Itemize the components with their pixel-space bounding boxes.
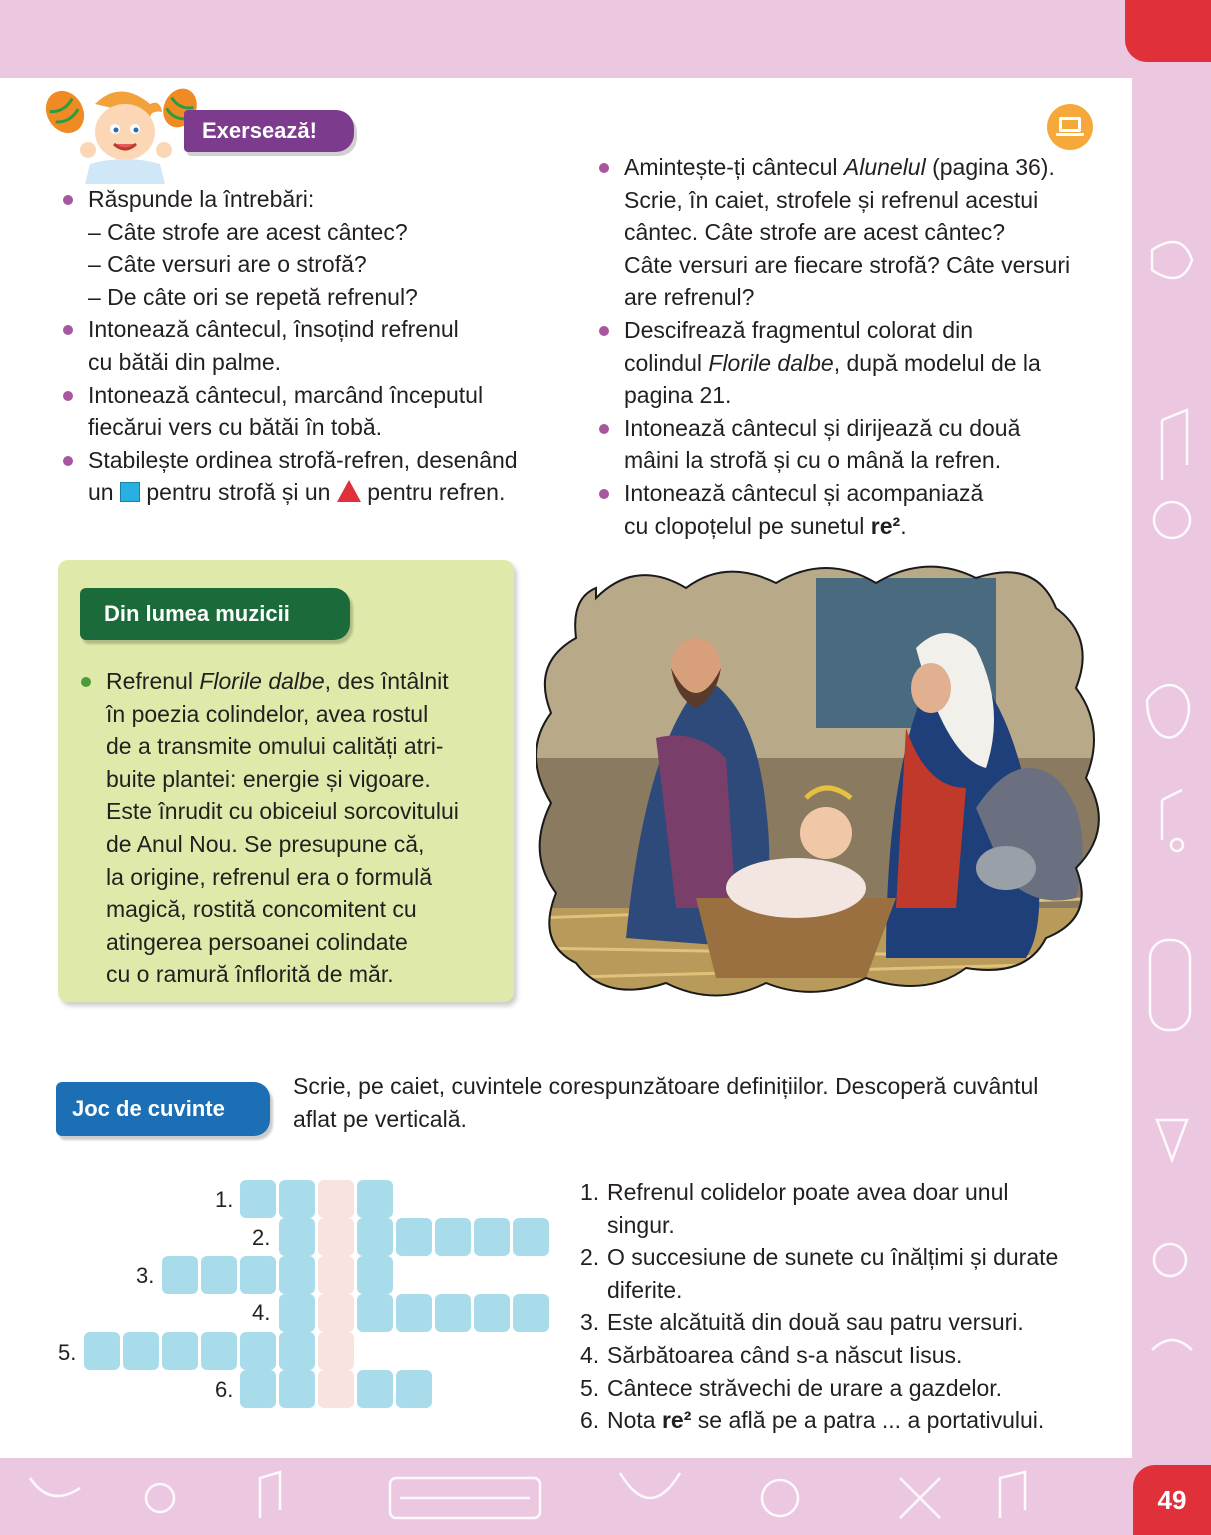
red-triangle-icon — [337, 480, 361, 502]
crossword-cell[interactable] — [279, 1256, 315, 1294]
list-item: Amintește-ți cântecul Alunelul (pagina 36). Scrie, în caiet, strofele și refrenul acestui cântec. Câte strofe are acest cântec? Câte versuri are fiecare strofă? Câte versuri are refrenul? — [596, 151, 1116, 314]
crossword-key-cell[interactable] — [318, 1370, 354, 1408]
crossword-definitions — [580, 1176, 1120, 1437]
joc-de-cuvinte-badge: Joc de cuvinte — [56, 1082, 270, 1136]
list-item: Răspunde la întrebări: – Câte strofe are acest cântec? – Câte versuri are o strofă? – De câte ori se repetă refrenul? — [60, 183, 580, 313]
crossword-cell[interactable] — [474, 1294, 510, 1332]
row-number: 4. — [252, 1300, 271, 1325]
crossword-key-cell[interactable] — [318, 1332, 354, 1370]
right-border — [1132, 0, 1211, 1535]
computer-icon — [1047, 104, 1093, 150]
list-item: 3. Este alcătuită din două sau patru versuri. — [580, 1309, 1024, 1336]
left-exercise-list — [60, 183, 580, 509]
crossword-cell[interactable] — [279, 1218, 315, 1256]
list-item: Refrenul Florile dalbe, des întâlnit în poezia colindelor, avea rostul de a transmite omului calități atri- buite plantei: energie și vigoare. Este înrudit cu obiceiul sorcovitului de Anul Nou. Se presupune că, la origine, refrenul era o formulă magică, rostită concomitent cu atingerea persoanei colindate cu o ramură înflorită de măr. — [78, 665, 508, 991]
crossword-key-cell[interactable] — [318, 1218, 354, 1256]
crossword-cell[interactable] — [240, 1370, 276, 1408]
exerseaza-badge: Exersează! — [184, 110, 354, 152]
crossword-cell[interactable] — [240, 1332, 276, 1370]
crossword-cell[interactable] — [513, 1294, 549, 1332]
crossword-cell[interactable] — [474, 1218, 510, 1256]
crossword-cell[interactable] — [123, 1332, 159, 1370]
list-item: Intonează cântecul și acompaniază cu clopoțelul pe sunetul re². — [596, 477, 1116, 542]
row-number: 6. — [215, 1377, 234, 1402]
row-number: 3. — [136, 1263, 155, 1288]
top-border — [0, 0, 1211, 78]
crossword-cell[interactable] — [396, 1218, 432, 1256]
bottom-border — [0, 1458, 1211, 1535]
list-item: Intonează cântecul, marcând începutul fiecărui vers cu bătăi în tobă. — [60, 379, 580, 444]
crossword-cell[interactable] — [396, 1294, 432, 1332]
instrument-doodles-icon — [0, 1458, 1211, 1535]
crossword-cell[interactable] — [162, 1332, 198, 1370]
page-number: 49 — [1133, 1465, 1211, 1535]
list-item: 2. O succesiune de sunete cu înălțimi și durate diferite. — [580, 1244, 1059, 1303]
row-number: 5. — [58, 1340, 77, 1365]
crossword-instructions: Scrie, pe caiet, cuvintele corespunzătoare definițiilor. Descoperă cuvântul aflat pe verticală. — [293, 1073, 1039, 1132]
crossword-cell[interactable] — [279, 1180, 315, 1218]
crossword-cell[interactable] — [201, 1332, 237, 1370]
crossword-cell[interactable] — [357, 1256, 393, 1294]
nativity-scene-image — [536, 558, 1110, 1034]
row-number: 2. — [252, 1225, 271, 1250]
right-exercise-list — [596, 151, 1116, 542]
crossword-cell[interactable] — [279, 1370, 315, 1408]
crossword-cell[interactable] — [357, 1180, 393, 1218]
blue-square-icon — [120, 482, 140, 502]
crossword-cell[interactable] — [240, 1180, 276, 1218]
crossword-cell[interactable] — [240, 1256, 276, 1294]
list-item: 4. Sărbătoarea când s-a născut Iisus. — [580, 1341, 963, 1368]
info-text — [78, 665, 508, 991]
list-item: Intonează cântecul și dirijează cu două mâini la strofă și cu o mână la refren. — [596, 412, 1116, 477]
list-item: 6. Nota re² se află pe a patra ... a portativului. — [580, 1407, 1045, 1434]
crossword-cell[interactable] — [84, 1332, 120, 1370]
crossword-key-cell[interactable] — [318, 1256, 354, 1294]
crossword-cell[interactable] — [513, 1218, 549, 1256]
crossword-key-cell[interactable] — [318, 1294, 354, 1332]
crossword-cell[interactable] — [435, 1294, 471, 1332]
list-item: Intonează cântecul, însoțind refrenul cu bătăi din palme. — [60, 313, 580, 378]
crossword-cell[interactable] — [396, 1370, 432, 1408]
crossword-cell[interactable] — [279, 1294, 315, 1332]
crossword-key-cell[interactable] — [318, 1180, 354, 1218]
crossword-cell[interactable] — [435, 1218, 471, 1256]
list-item: Descifrează fragmentul colorat din colindul Florile dalbe, după modelul de la pagina 21. — [596, 314, 1116, 412]
crossword-cell[interactable] — [357, 1370, 393, 1408]
list-item: 5. Cântece străvechi de urare a gazdelor. — [580, 1374, 1003, 1401]
crossword-cell[interactable] — [279, 1332, 315, 1370]
crossword-cell[interactable] — [357, 1218, 393, 1256]
crossword-cell[interactable] — [162, 1256, 198, 1294]
din-lumea-badge: Din lumea muzicii — [80, 588, 350, 640]
boy-with-maracas-icon — [40, 84, 200, 184]
row-number: 1. — [215, 1187, 234, 1212]
music-doodles-icon — [1132, 0, 1211, 1535]
crossword-cell[interactable] — [357, 1294, 393, 1332]
list-item: 1. Refrenul colidelor poate avea doar unul singur. — [580, 1179, 1009, 1238]
corner-tab — [1125, 0, 1211, 62]
list-item: Stabilește ordinea strofă-refren, desenând un pentru strofă și un pentru refren. — [60, 444, 580, 509]
crossword-cell[interactable] — [201, 1256, 237, 1294]
